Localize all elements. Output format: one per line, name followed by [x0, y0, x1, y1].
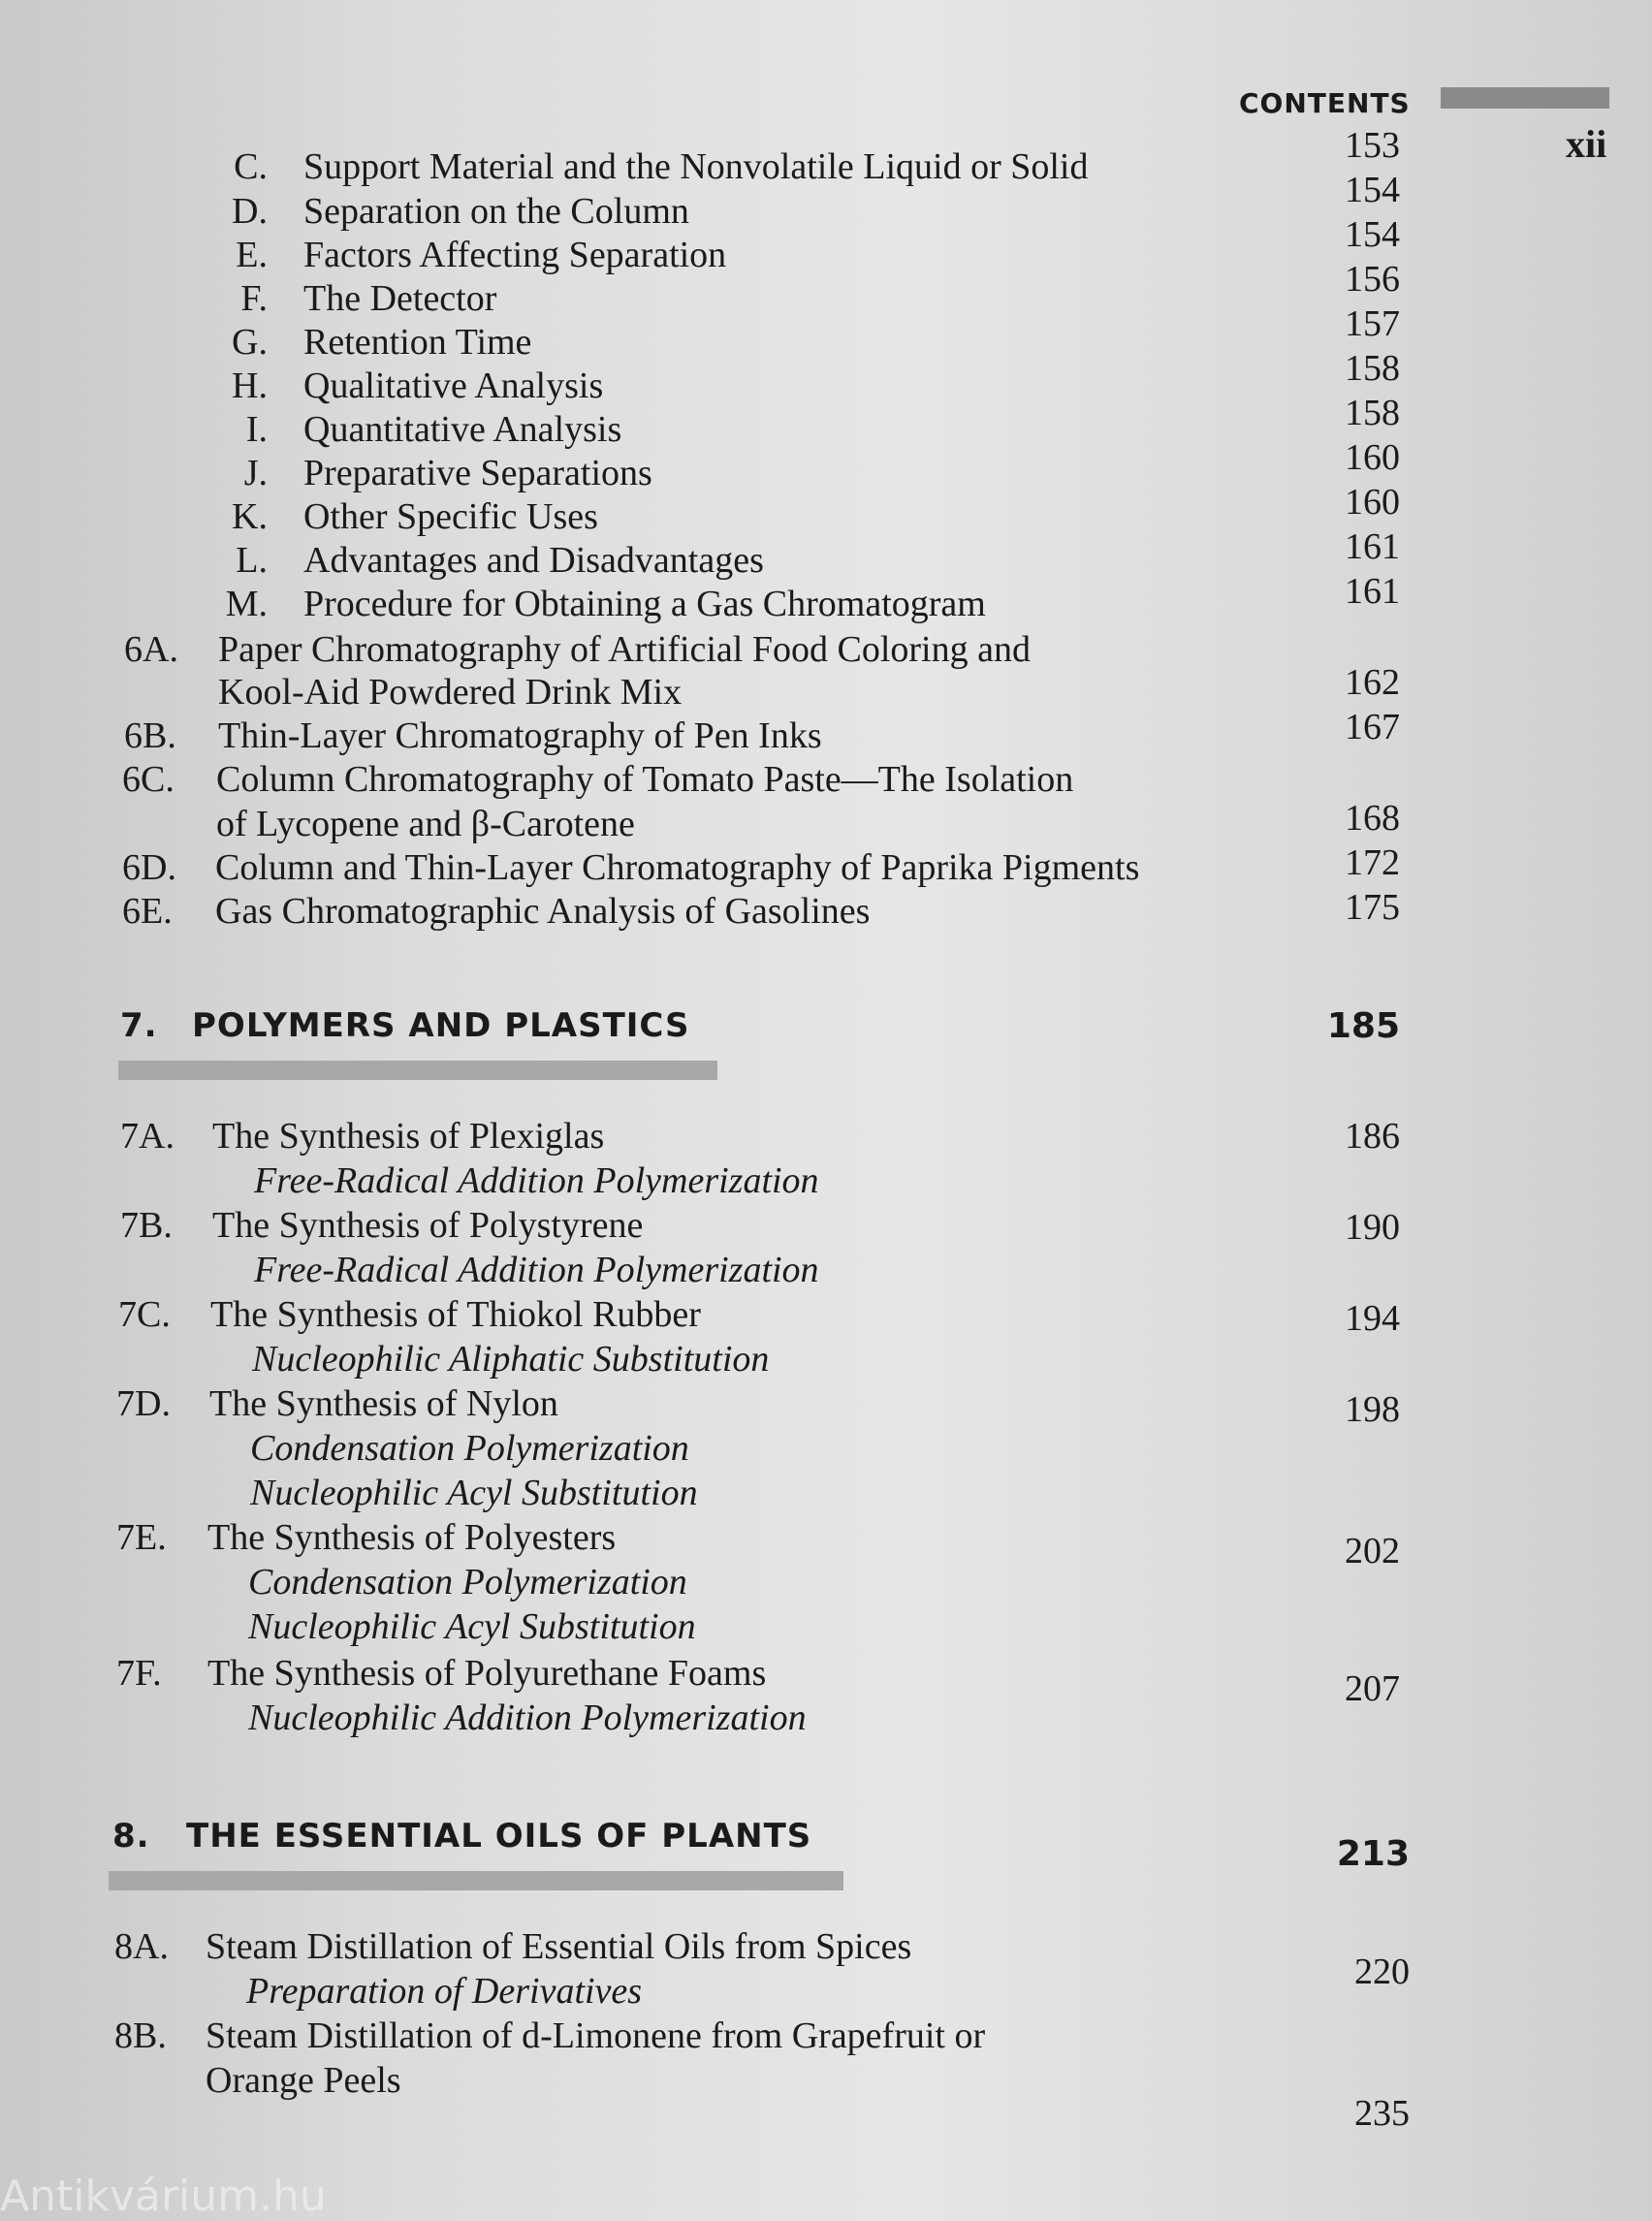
- item-page: 160: [1345, 482, 1400, 523]
- experiment-code: 7C.: [118, 1294, 171, 1335]
- experiment-page: 207: [1345, 1668, 1400, 1709]
- item-letter: J.: [243, 453, 268, 493]
- item-title: Preparative Separations: [303, 453, 652, 493]
- experiment-code: 7B.: [120, 1205, 173, 1246]
- experiment-page: 162: [1345, 662, 1400, 703]
- experiment-title: Paper Chromatography of Artificial Food Coloring and: [218, 629, 1031, 670]
- item-page: 154: [1345, 170, 1400, 210]
- item-title: Support Material and the Nonvolatile Liquid or Solid: [303, 146, 1089, 187]
- experiment-subtitle: Nucleophilic Acyl Substitution: [248, 1606, 696, 1647]
- experiment-page: 168: [1345, 798, 1400, 839]
- experiment-code: 8B.: [114, 2015, 167, 2056]
- item-page: 161: [1345, 571, 1400, 612]
- experiment-page: 220: [1354, 1951, 1410, 1992]
- chapter-title: POLYMERS AND PLASTICS: [192, 1006, 690, 1045]
- experiment-code: 6B.: [124, 715, 176, 756]
- chapter-underline-bar: [109, 1871, 843, 1890]
- experiment-code: 6A.: [124, 629, 178, 670]
- watermark: Antikvárium.hu: [0, 2172, 327, 2221]
- experiment-subtitle: Nucleophilic Aliphatic Substitution: [252, 1339, 770, 1380]
- header-bar: [1441, 87, 1609, 109]
- item-title: The Detector: [303, 278, 497, 319]
- item-letter: H.: [232, 365, 268, 406]
- item-page: 157: [1345, 303, 1400, 344]
- item-title: Separation on the Column: [303, 191, 689, 232]
- experiment-title: Column and Thin-Layer Chromatography of Paprika Pigments: [215, 847, 1140, 888]
- item-page: 153: [1345, 125, 1400, 166]
- item-title: Other Specific Uses: [303, 496, 598, 537]
- item-letter: K.: [232, 496, 268, 537]
- item-page: 160: [1345, 437, 1400, 478]
- experiment-title-cont: Kool-Aid Powdered Drink Mix: [218, 672, 683, 713]
- experiment-code: 6C.: [122, 759, 175, 800]
- experiment-code: 7E.: [116, 1517, 167, 1558]
- item-page: 154: [1345, 214, 1400, 255]
- item-page: 161: [1345, 526, 1400, 567]
- experiment-page: 172: [1345, 842, 1400, 883]
- item-letter: I.: [245, 409, 268, 450]
- experiment-title: Steam Distillation of Essential Oils from Spices: [206, 1926, 912, 1967]
- item-title: Retention Time: [303, 322, 532, 363]
- item-page: 158: [1345, 348, 1400, 389]
- experiment-title: The Synthesis of Plexiglas: [212, 1116, 605, 1157]
- chapter-title: THE ESSENTIAL OILS OF PLANTS: [186, 1817, 812, 1856]
- experiment-title: Gas Chromatographic Analysis of Gasolines: [215, 891, 871, 932]
- experiment-code: 7F.: [116, 1653, 162, 1694]
- experiment-subtitle: Preparation of Derivatives: [246, 1971, 643, 2012]
- page-number: xii: [1566, 122, 1607, 166]
- experiment-code: 7A.: [120, 1116, 175, 1157]
- item-letter: F.: [240, 278, 268, 319]
- experiment-page: 198: [1345, 1389, 1400, 1430]
- experiment-title: Steam Distillation of d-Limonene from Grapefruit or: [206, 2015, 986, 2056]
- experiment-page: 202: [1345, 1531, 1400, 1571]
- experiment-title: Thin-Layer Chromatography of Pen Inks: [218, 715, 822, 756]
- chapter-number: 7.: [120, 1006, 158, 1045]
- item-title: Factors Affecting Separation: [303, 235, 727, 275]
- experiment-page: 194: [1345, 1298, 1400, 1339]
- experiment-page: 190: [1345, 1207, 1400, 1248]
- experiment-title: The Synthesis of Polystyrene: [212, 1205, 644, 1246]
- experiment-title-cont: of Lycopene and β-Carotene: [216, 804, 635, 844]
- experiment-subtitle: Condensation Polymerization: [250, 1428, 689, 1469]
- item-title: Advantages and Disadvantages: [303, 540, 764, 581]
- item-letter: M.: [225, 584, 268, 624]
- chapter-page: 185: [1326, 1006, 1400, 1046]
- item-title: Procedure for Obtaining a Gas Chromatogram: [303, 584, 986, 624]
- experiment-code: 8A.: [114, 1926, 169, 1967]
- chapter-page: 213: [1336, 1834, 1410, 1874]
- item-letter: D.: [232, 191, 268, 232]
- experiment-subtitle: Condensation Polymerization: [248, 1562, 687, 1602]
- experiment-subtitle: Nucleophilic Addition Polymerization: [248, 1697, 807, 1738]
- item-title: Quantitative Analysis: [303, 409, 622, 450]
- item-page: 156: [1345, 259, 1400, 300]
- experiment-subtitle: Nucleophilic Acyl Substitution: [250, 1473, 698, 1513]
- experiment-code: 6E.: [122, 891, 173, 932]
- item-letter: G.: [232, 322, 268, 363]
- experiment-subtitle: Free-Radical Addition Polymerization: [254, 1160, 819, 1201]
- experiment-title: The Synthesis of Thiokol Rubber: [210, 1294, 701, 1335]
- chapter-number: 8.: [112, 1817, 150, 1856]
- experiment-title: The Synthesis of Polyesters: [207, 1517, 617, 1558]
- running-header-title: CONTENTS: [1239, 87, 1411, 119]
- item-letter: L.: [236, 540, 268, 581]
- experiment-title: The Synthesis of Nylon: [209, 1383, 558, 1424]
- experiment-page: 235: [1354, 2093, 1410, 2134]
- item-letter: C.: [234, 146, 268, 187]
- experiment-code: 6D.: [122, 847, 176, 888]
- chapter-underline-bar: [118, 1061, 717, 1080]
- experiment-code: 7D.: [116, 1383, 171, 1424]
- experiment-title: Column Chromatography of Tomato Paste—The Isolation: [216, 759, 1074, 800]
- item-title: Qualitative Analysis: [303, 365, 604, 406]
- item-letter: E.: [236, 235, 268, 275]
- experiment-page: 175: [1345, 887, 1400, 928]
- experiment-page: 167: [1345, 707, 1400, 747]
- experiment-title-cont: Orange Peels: [206, 2060, 401, 2101]
- item-page: 158: [1345, 393, 1400, 433]
- experiment-subtitle: Free-Radical Addition Polymerization: [254, 1250, 819, 1290]
- experiment-page: 186: [1345, 1116, 1400, 1157]
- experiment-title: The Synthesis of Polyurethane Foams: [207, 1653, 767, 1694]
